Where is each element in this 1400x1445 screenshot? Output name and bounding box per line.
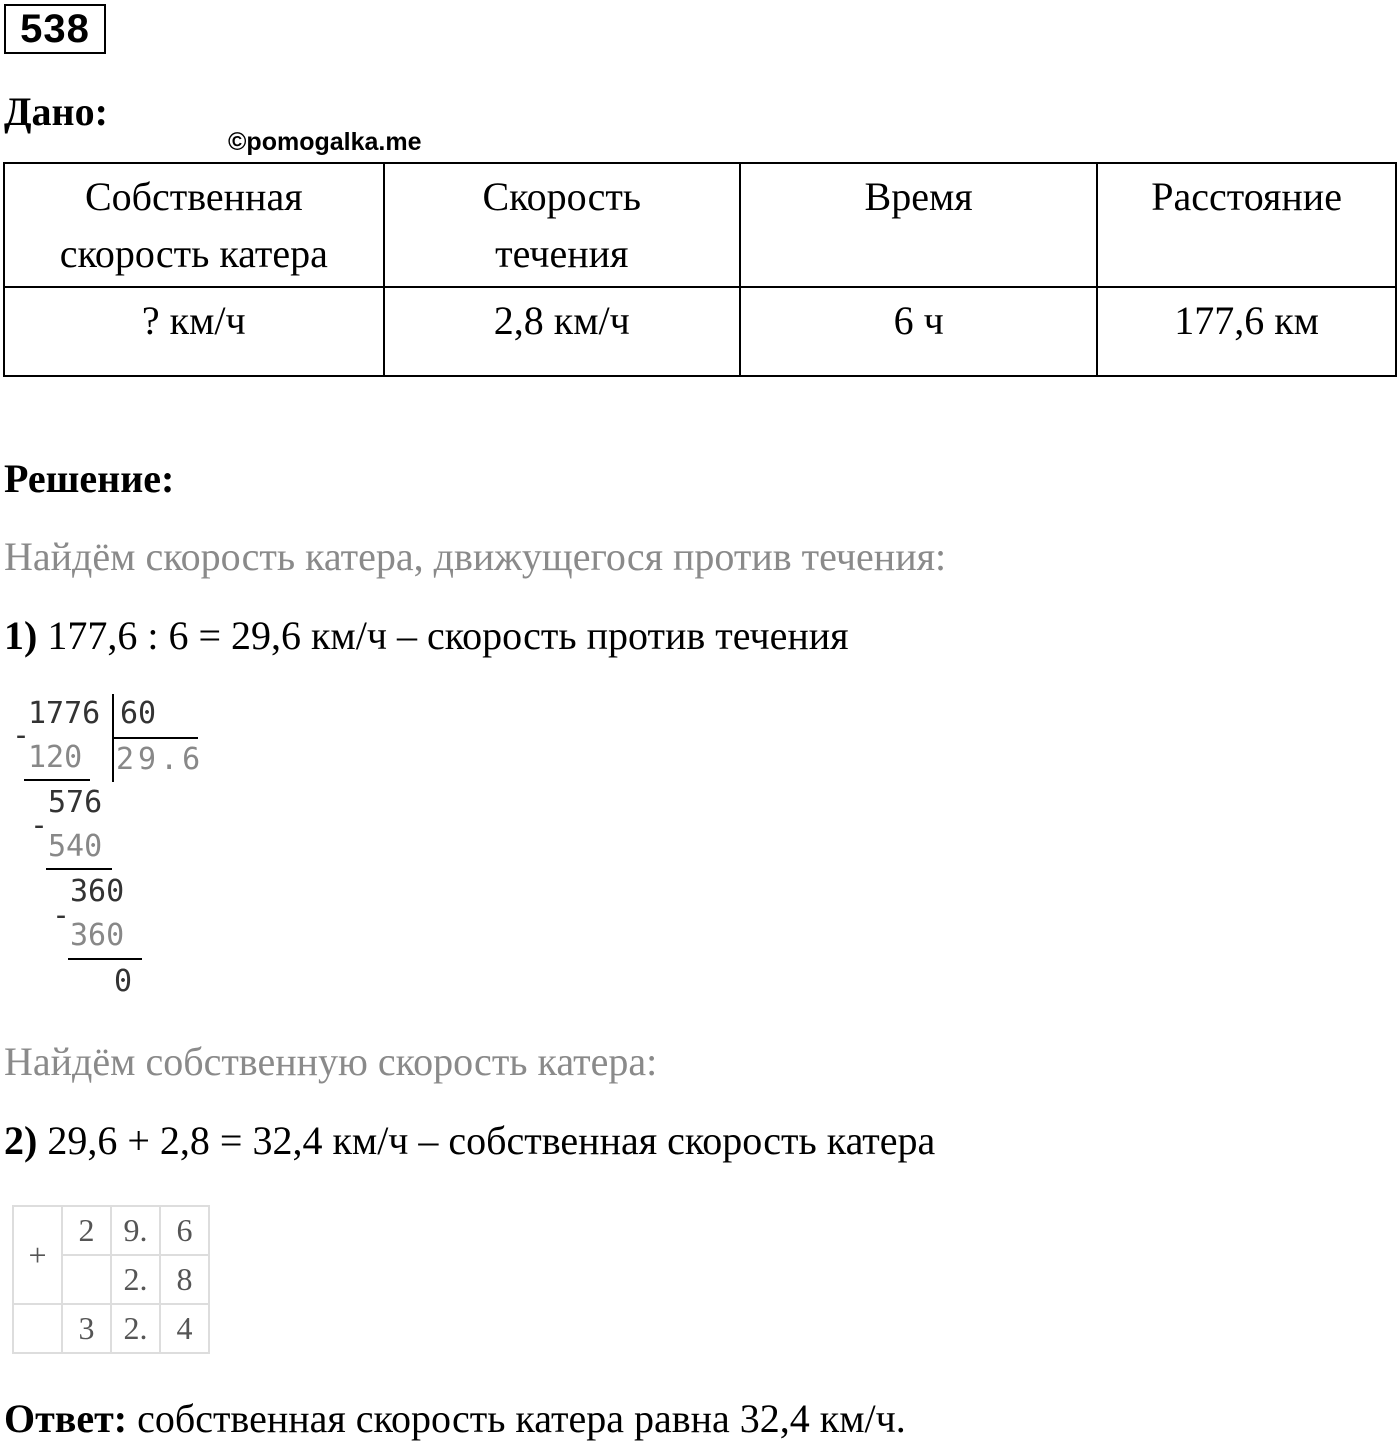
addition-cell: 2. xyxy=(111,1304,160,1353)
ld-underline xyxy=(68,958,142,960)
header-distance xyxy=(1097,163,1396,287)
given-table-value-row xyxy=(4,287,1396,376)
addition-cell: 6 xyxy=(160,1206,209,1255)
step1 xyxy=(4,612,849,659)
hint-step1: Найдём скорость катера, движущегося против течения: xyxy=(4,534,947,579)
header-line: Собственная xyxy=(84,174,303,219)
addition-cell: 2 xyxy=(62,1206,111,1255)
ld-underline xyxy=(46,868,112,870)
addition-cell xyxy=(62,1255,111,1304)
answer-label: Ответ: xyxy=(4,1396,128,1441)
addition-row xyxy=(13,1206,209,1255)
answer xyxy=(4,1395,906,1442)
addition-cell: 2. xyxy=(111,1255,160,1304)
ld-minus: - xyxy=(12,718,31,753)
ld-minus: - xyxy=(52,898,71,933)
step1-text: 177,6 : 6 = 29,6 км/ч – скорость против течения xyxy=(37,613,849,658)
addition-cell: 8 xyxy=(160,1255,209,1304)
ld-divisor: 60 xyxy=(120,696,157,731)
addition-cell: 9. xyxy=(111,1206,160,1255)
given-table-header-row xyxy=(4,163,1396,287)
header-time xyxy=(740,163,1097,287)
ld-quotient: 29.6 xyxy=(116,742,205,777)
value-current-speed: 2,8 км/ч xyxy=(384,287,740,376)
header-line: скорость катера xyxy=(59,231,328,276)
header-line: течения xyxy=(495,231,629,276)
step2-text: 29,6 + 2,8 = 32,4 км/ч – собственная скорость катера xyxy=(37,1118,936,1163)
given-heading: Дано: xyxy=(4,89,108,134)
value-time: 6 ч xyxy=(740,287,1097,376)
header-line: Скорость xyxy=(482,174,642,219)
given-table xyxy=(3,162,1397,377)
addition-cell: 4 xyxy=(160,1304,209,1353)
problem-number: 538 xyxy=(4,4,106,54)
addition-cell xyxy=(13,1304,62,1353)
value-own-speed: ? км/ч xyxy=(4,287,384,376)
addition-sum-row xyxy=(13,1304,209,1353)
header-line: Время xyxy=(864,174,973,219)
header-current-speed xyxy=(384,163,740,287)
hint-step2: Найдём собственную скорость катера: xyxy=(4,1039,658,1084)
ld-rem1: 576 xyxy=(48,785,103,820)
header-line: Расстояние xyxy=(1151,174,1342,219)
solution-heading: Решение: xyxy=(4,456,175,501)
header-own-speed xyxy=(4,163,384,287)
ld-underline xyxy=(24,779,90,781)
ld-sub1: 120 xyxy=(28,740,83,775)
ld-sub3: 360 xyxy=(70,918,125,953)
column-addition xyxy=(12,1205,210,1354)
ld-rem2: 360 xyxy=(70,874,125,909)
answer-text: собственная скорость катера равна 32,4 км/ч. xyxy=(127,1396,906,1441)
step2 xyxy=(4,1117,935,1164)
ld-minus: - xyxy=(30,808,49,843)
ld-final: 0 xyxy=(114,964,133,999)
value-distance: 177,6 км xyxy=(1097,287,1396,376)
step1-number: 1) xyxy=(4,613,38,658)
step2-number: 2) xyxy=(4,1118,38,1163)
addition-plus: + xyxy=(13,1206,62,1304)
ld-dividend: 1776 xyxy=(28,696,101,731)
ld-divider-horizontal xyxy=(112,737,198,739)
addition-cell: 3 xyxy=(62,1304,111,1353)
watermark: ©pomogalka.me xyxy=(228,128,422,156)
ld-sub2: 540 xyxy=(48,829,103,864)
